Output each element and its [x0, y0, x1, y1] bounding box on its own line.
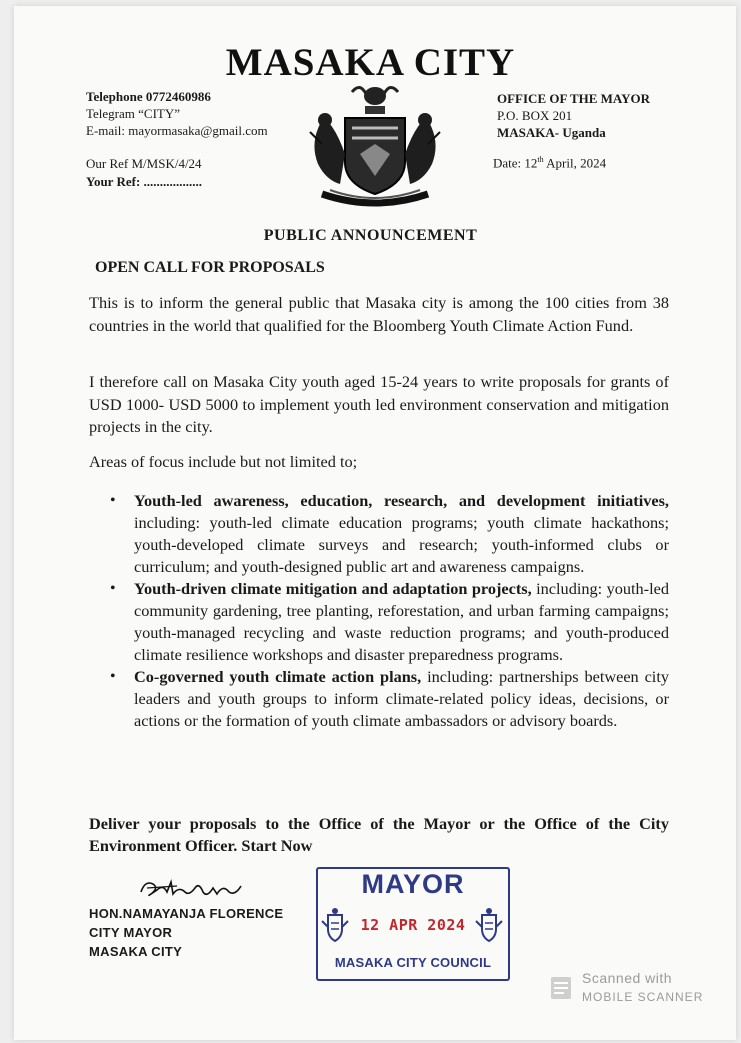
- office-location: MASAKA- Uganda: [497, 125, 606, 140]
- focus-paragraph: Areas of focus include but not limited to;: [89, 452, 358, 471]
- signature-icon: [137, 870, 257, 906]
- signatory-block: [89, 904, 283, 961]
- call-paragraph: I therefore call on Masaka City youth aged 15-24 years to write proposals for grants of USD 1000- USD 5000 to implement youth led environment conservation and mitigation projects in the city.: [89, 372, 669, 436]
- date-prefix: Date: 12: [493, 155, 538, 171]
- bullet-icon: •: [110, 492, 116, 509]
- mayor-stamp: [316, 867, 510, 981]
- stamp-date: 12 APR 2024: [360, 916, 466, 934]
- office-name: OFFICE OF THE MAYOR: [497, 91, 651, 106]
- your-ref: Your Ref: ..................: [86, 174, 203, 189]
- email: E-mail: mayormasaka@gmail.com: [86, 123, 268, 138]
- scanner-logo-icon: [548, 974, 576, 1002]
- bullet-lead: Co-governed youth climate action plans,: [134, 667, 422, 686]
- bullet-lead: Youth-driven climate mitigation and adaptation projects,: [134, 579, 532, 598]
- bullet-text: including: youth-led community gardening, tree planting, reforestation, and urban farming campaigns; youth-managed recycling and waste reduction programs; and youth-produced climate resilience workshops and disaster preparedness programs.: [134, 579, 669, 664]
- watermark-line2: MOBILE SCANNER: [582, 990, 704, 1004]
- scanner-watermark: [548, 970, 718, 1010]
- telephone: Telephone 0772460986: [86, 89, 211, 104]
- announcement-heading: PUBLIC ANNOUNCEMENT: [263, 227, 478, 244]
- stamp-title: MAYOR: [361, 869, 465, 899]
- signatory-org: MASAKA CITY: [89, 944, 183, 959]
- delivery-instructions: Deliver your proposals to the Office of the Mayor or the Office of the City Environment Officer. Start Now: [89, 814, 669, 855]
- open-call-heading: OPEN CALL FOR PROPOSALS: [95, 259, 325, 276]
- city-title: MASAKA CITY: [225, 41, 516, 84]
- date-suffix: April, 2024: [543, 155, 607, 171]
- date-ordinal: th: [537, 155, 544, 164]
- bullet-text: including: youth-led climate education programs; youth climate hackathons; youth-developed climate surveys and research; youth-informed clubs or curriculum; and youth-designed public art and awareness campaigns.: [134, 513, 669, 576]
- our-ref: Our Ref M/MSK/4/24: [86, 156, 202, 171]
- watermark-line1: Scanned with: [582, 970, 673, 986]
- office-block: [497, 90, 650, 141]
- signatory-title: CITY MAYOR: [89, 925, 173, 940]
- stamp-crest-icon: [474, 905, 504, 945]
- po-box: P.O. BOX 201: [497, 108, 573, 123]
- focus-areas-list: [89, 490, 669, 732]
- letter-date: [493, 155, 606, 171]
- list-item: [89, 666, 669, 732]
- list-item: [89, 578, 669, 666]
- bullet-icon: •: [110, 668, 116, 685]
- telegram: Telegram “CITY”: [86, 106, 181, 121]
- bullet-text: including: partnerships between city leaders and youth groups to inform climate-related policy ideas, decisions, or actions or the formation of youth climate ambassadors or advisory boards.: [134, 667, 669, 730]
- signatory-name: HON.NAMAYANJA FLORENCE: [89, 906, 284, 921]
- intro-paragraph: This is to inform the general public that Masaka city is among the 100 cities from 38 countries in the world that qualified for the Bloomberg Youth Climate Action Fund.: [89, 293, 669, 335]
- coat-of-arms-icon: [300, 84, 450, 212]
- list-item: [89, 490, 669, 578]
- bullet-lead: Youth-led awareness, education, research, and development initiatives,: [134, 491, 669, 510]
- reference-block: [86, 155, 202, 191]
- stamp-footer: MASAKA CITY COUNCIL: [334, 955, 492, 970]
- contact-block: [86, 88, 268, 139]
- bullet-icon: •: [110, 580, 116, 597]
